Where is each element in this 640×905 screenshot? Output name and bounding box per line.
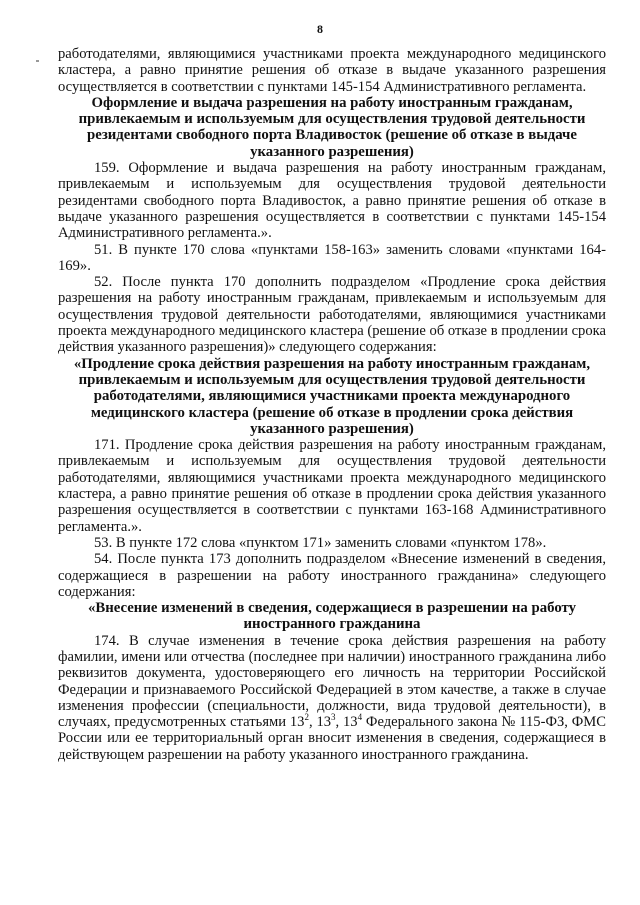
article-separator-2: , 13	[335, 714, 358, 731]
paragraph-174-text-end: Федерального закона № 115-ФЗ, ФМС России или ее территориальный орган вносит изменения в сведения, содержащиеся в действующем разрешении на работу указанного иностранного гражданина.	[58, 714, 606, 763]
document-body	[58, 46, 606, 763]
article-superscript-4: 4	[357, 712, 363, 723]
paragraph-53: 53. В пункте 172 слова «пунктом 171» заменить словами «пунктом 178».	[94, 534, 547, 551]
article-superscript-2: 2	[304, 712, 309, 723]
paragraph-54: 54. После пункта 173 дополнить подразделом «Внесение изменений в сведения, содержащиеся в разрешении на работу иностранного гражданина» следующего содержания:	[58, 551, 606, 600]
article-superscript-3: 3	[331, 712, 336, 723]
paragraph-intro: работодателями, являющимися участниками проекта международного медицинского кластера, а равно принятие решения об отказе в выдаче указанного разрешения осуществляется в соответствии с пунктами 145-154 Административного регламента.	[58, 46, 606, 95]
article-separator-1: , 13	[308, 714, 332, 731]
paragraph-174-text-start: 174. В случае изменения в течение срока действия разрешения на работу фамилии, имени или отчества (последнее при наличии) иностранного гражданина либо реквизитов документа, удостоверяющего его личность на территории Российской Федерации и признаваемого Российской Федерацией в этом качестве, а также в случае изменения профессии (специальности, должности, вида трудовой деятельности), в случаях, предусмотренных статьями 13	[58, 632, 606, 731]
page-number: 8	[317, 22, 323, 36]
paragraph-159: 159. Оформление и выдача разрешения на работу иностранным гражданам, привлекаемым и используемым для осуществления трудовой деятельности резидентами свободного порта Владивосток, а равно принятие решения об отказе в выдаче указанного разрешения осуществляется в соответствии с пунктами 145-154 Административного регламента.».	[58, 160, 606, 242]
paragraph-174	[58, 633, 606, 763]
paragraph-52: 52. После пункта 170 дополнить подразделом «Продление срока действия разрешения на работу иностранным гражданам, привлекаемым и используемым для осуществления трудовой деятельности работодателями, являющимися участниками проекта международного медицинского кластера (решение об отказе в продлении срока действия указанного разрешения)» следующего содержания:	[58, 274, 606, 356]
heading-vladivostok: Оформление и выдача разрешения на работу иностранным гражданам, привлекаемым и используемым для осуществления трудовой деятельности резидентами свободного порта Владивосток (решение об отказе в выдаче указанного разрешения)	[78, 94, 586, 160]
paragraph-51: 51. В пункте 170 слова «пунктами 158-163» заменить словами «пунктами 164-169».	[58, 241, 606, 274]
scan-speck	[36, 60, 39, 62]
heading-changes: «Внесение изменений в сведения, содержащиеся в разрешении на работу иностранного гражданина	[87, 600, 577, 633]
heading-prolongation: «Продление срока действия разрешения на работу иностранным гражданам, привлекаемым и используемым для осуществления трудовой деятельности работодателями, являющимися участниками проекта международного медицинского кластера (решение об отказе в продлении срока действия указанного разрешения)	[73, 355, 591, 437]
paragraph-171: 171. Продление срока действия разрешения на работу иностранным гражданам, привлекаемым и используемым для осуществления трудовой деятельности работодателями, являющимися участниками проекта международного медицинского кластера, а равно принятие решения об отказе в продлении срока действия указанного разрешения осуществляется в соответствии с пунктами 163-168 Административного регламента.».	[58, 437, 606, 535]
